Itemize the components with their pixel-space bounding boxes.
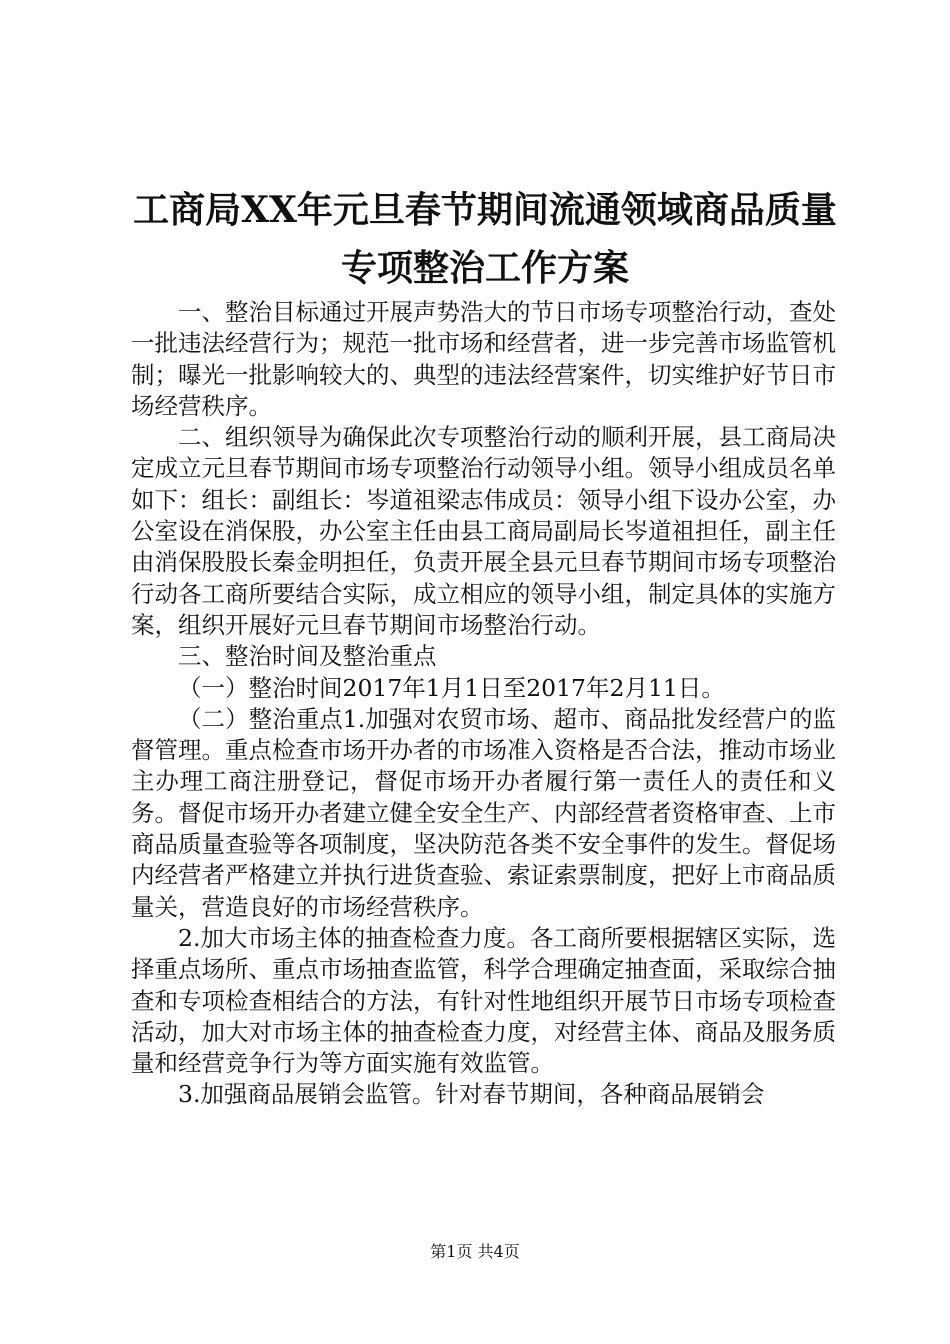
paragraph-key-points-2: 2.加大市场主体的抽查检查力度。各工商所要根据辖区实际，选择重点场所、重点市场抽查监管，科学合理确定抽查面，采取综合抽查和专项检查相结合的方法，有针对性地组织开展节日市场专项检查活动，加大对市场主体的抽查检查力度，对经营主体、商品及服务质量和经营竞争行为等方面实施有效监管。: [131, 923, 836, 1078]
document-body: [131, 297, 836, 1111]
paragraph-leadership: 二、组织领导为确保此次专项整治行动的顺利开展，县工商局决定成立元旦春节期间市场专项整治行动领导小组。领导小组成员名单如下：组长：副组长：岑道祖梁志伟成员：领导小组下设办公室，办公室设在消保股，办公室主任由县工商局副局长岑道祖担任，副主任由消保股股长秦金明担任，负责开展全县元旦春节期间市场专项整治行动各工商所要结合实际，成立相应的领导小组，制定具体的实施方案，组织开展好元旦春节期间市场整治行动。: [131, 423, 836, 639]
page-footer: 第1页 共4页: [430, 1242, 520, 1261]
paragraph-goal: 一、整治目标通过开展声势浩大的节日市场专项整治行动，查处一批违法经营行为；规范一批市场和经营者，进一步完善市场监管机制；曝光一批影响较大的、典型的违法经营案件，切实维护好节日市场经营秩序。: [131, 298, 836, 420]
document-title-line-1: 工商局XX年元旦春节期间流通领域商品质量: [133, 189, 837, 231]
paragraph-key-points-3: 3.加强商品展销会监管。针对春节期间，各种商品展销会: [178, 1080, 765, 1109]
document-title-line-2: 专项整治工作方案: [340, 247, 629, 289]
paragraph-key-points-1: （二）整治重点1.加强对农贸市场、超市、商品批发经营户的监督管理。重点检查市场开办者的市场准入资格是否合法，推动市场业主办理工商注册登记，督促市场开办者履行第一责任人的责任和义务。督促市场开办者建立健全安全生产、内部经营者资格审查、上市商品质量查验等各项制度，坚决防范各类不安全事件的发生。督促场内经营者严格建立并执行进货查验、索证索票制度，把好上市商品质量关，营造良好的市场经营秩序。: [131, 704, 836, 921]
paragraph-section-three-heading: 三、整治时间及整治重点: [178, 642, 437, 671]
paragraph-period: （一）整治时间2017年1月1日至2017年2月11日。: [178, 673, 725, 702]
